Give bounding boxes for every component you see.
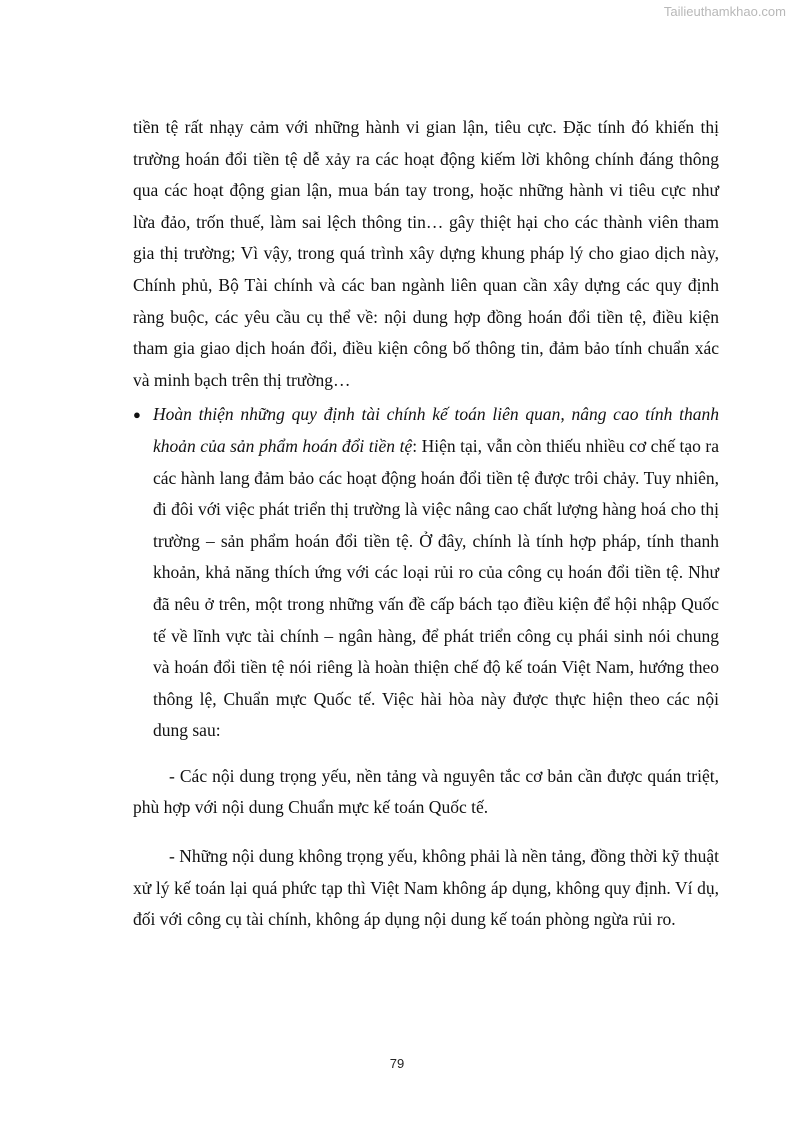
bullet-item [133,399,719,747]
bullet-title: Hoàn thiện những quy định tài chính kế toán liên quan, nâng cao tính thanh khoản của sản phẩm hoán đổi tiền tệ [153,404,719,456]
document-body [133,112,719,936]
watermark-text: Tailieuthamkhao.com [663,4,786,19]
bullet-body [153,399,719,747]
bullet-dot-icon: ● [133,407,141,423]
paragraph-intro: tiền tệ rất nhạy cảm với những hành vi gian lận, tiêu cực. Đặc tính đó khiến thị trường hoán đổi tiền tệ dễ xảy ra các hoạt động kiếm lời không chính đáng thông qua các hoạt động gian lận, mua bán tay trong, hoặc những hành vi tiêu cực như lừa đảo, trốn thuế, làm sai lệch thông tin… gây thiệt hại cho các thành viên tham gia thị trường; Vì vậy, trong quá trình xây dựng khung pháp lý cho giao dịch này, Chính phủ, Bộ Tài chính và các ban ngành liên quan cần xây dựng các quy định ràng buộc, các yêu cầu cụ thể về: nội dung hợp đồng hoán đổi tiền tệ, điều kiện tham gia giao dịch hoán đổi, điều kiện công bố thông tin, đảm bảo tính chuẩn xác và minh bạch trên thị trường… [133,117,719,390]
bullet-text: : Hiện tại, vẫn còn thiếu nhiều cơ chế tạo ra các hành lang đảm bảo các hoạt động hoán đổi tiền tệ được trôi chảy. Tuy nhiên, đi đôi với việc phát triển thị trường là việc nâng cao chất lượng hàng hoá cho thị trường – sản phẩm hoán đổi tiền tệ. Ở đây, chính là tính hợp pháp, tính thanh khoản, khả năng thích ứng với các loại rủi ro của công cụ hoán đổi tiền tệ. Như đã nêu ở trên, một trong những vấn đề cấp bách tạo điều kiện để hội nhập Quốc tế về lĩnh vực tài chính – ngân hàng, để phát triển công cụ phái sinh nói chung và hoán đổi tiền tệ nói riêng là hoàn thiện chế độ kế toán Việt Nam, hướng theo thông lệ, Chuẩn mực Quốc tế. Việc hài hòa này được thực hiện theo các nội dung sau: [153,435,719,741]
dash-item-1: - Các nội dung trọng yếu, nền tảng và nguyên tắc cơ bản cần được quán triệt, phù hợp với nội dung Chuẩn mực kế toán Quốc tế. [133,765,719,818]
bullet-paragraph [153,399,719,747]
dash-item-2: - Những nội dung không trọng yếu, không phải là nền tảng, đồng thời kỹ thuật xử lý kế toán lại quá phức tạp thì Việt Nam không áp dụng, không quy định. Ví dụ, đối với công cụ tài chính, không áp dụng nội dung kế toán phòng ngừa rủi ro. [133,846,719,930]
page-number: 79 [389,1056,405,1071]
